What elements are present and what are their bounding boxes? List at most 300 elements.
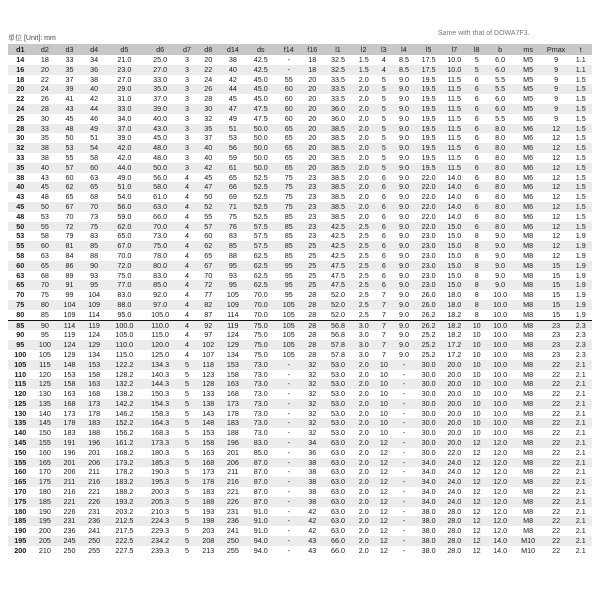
table-cell: 48 (33, 192, 58, 202)
table-cell: 77.0 (106, 280, 142, 290)
table-cell: 12 (375, 536, 393, 546)
table-cell: 6 (375, 231, 393, 241)
table-cell: 84 (57, 251, 82, 261)
table-cell: 4 (178, 310, 196, 320)
table-cell: 89 (57, 271, 82, 281)
table-cell: 1.9 (570, 271, 592, 281)
table-cell: 18.2 (442, 330, 467, 340)
table-cell: 3 (178, 133, 196, 143)
table-cell: 158 (82, 370, 107, 380)
table-cell: 3 (178, 163, 196, 173)
table-cell: 27.0 (106, 75, 142, 85)
table-cell: 4 (178, 241, 196, 251)
table-cell: 9 (543, 94, 570, 104)
table-row (8, 290, 592, 300)
column-header: l8 (467, 44, 487, 55)
table-cell: 12 (375, 467, 393, 477)
table-cell: 2.1 (570, 536, 592, 546)
table-cell: 22.0 (415, 182, 442, 192)
table-cell: 53.0 (323, 379, 352, 389)
table-cell: 20.0 (442, 370, 467, 380)
table-cell: 210.3 (142, 507, 178, 517)
table-cell: 32 (301, 409, 323, 419)
table-cell: 20 (301, 104, 323, 114)
table-cell: 2.3 (570, 350, 592, 360)
table-cell: 211 (82, 467, 107, 477)
table-cell: 38 (221, 55, 246, 65)
table-cell: 11.5 (442, 104, 467, 114)
table-cell: 168.2 (106, 448, 142, 458)
table-cell: 94.0 (245, 536, 276, 546)
table-cell: 114 (57, 320, 82, 330)
table-cell: 57 (57, 163, 82, 173)
table-cell: 1.9 (570, 241, 592, 251)
table-cell: 17.5 (415, 65, 442, 75)
table-cell: 191 (57, 438, 82, 448)
table-cell: 205 (33, 536, 58, 546)
table-cell: 1.9 (570, 290, 592, 300)
table-cell: 18.2 (442, 310, 467, 320)
table-cell: 10 (375, 389, 393, 399)
table-cell: 22.0 (415, 222, 442, 232)
table-cell: 80 (8, 310, 33, 320)
table-cell: 9.0 (393, 300, 415, 310)
table-cell: 70 (8, 290, 33, 300)
table-cell: 57.8 (323, 340, 352, 350)
table-cell: 59 (221, 153, 246, 163)
table-cell: 5 (178, 389, 196, 399)
table-cell: 75.0 (245, 340, 276, 350)
table-cell: 32.5 (323, 65, 352, 75)
table-cell: 6 (375, 222, 393, 232)
table-cell: 52.5 (245, 173, 276, 183)
table-cell: 6 (467, 163, 487, 173)
table-cell: 36.0 (323, 114, 352, 124)
table-cell: 99 (57, 290, 82, 300)
table-cell: 100.0 (106, 320, 142, 330)
table-cell: 234.2 (142, 536, 178, 546)
table-cell: 175 (8, 497, 33, 507)
table-row (8, 94, 592, 104)
table-cell: 9.0 (393, 212, 415, 222)
table-cell: 35 (8, 163, 33, 173)
table-cell: 85.0 (245, 448, 276, 458)
table-cell: 115 (8, 379, 33, 389)
table-cell: 12 (467, 546, 487, 556)
table-cell: 183 (221, 418, 246, 428)
table-cell: 23.0 (415, 231, 442, 241)
table-cell: 2.0 (353, 389, 375, 399)
table-cell: 8.0 (487, 192, 514, 202)
table-cell: - (393, 526, 415, 536)
table-cell: 70 (33, 280, 58, 290)
table-cell: M6 (514, 182, 543, 192)
table-cell: 173 (221, 399, 246, 409)
table-cell: 63.0 (323, 467, 352, 477)
table-cell: 75 (8, 300, 33, 310)
table-cell: 5 (375, 114, 393, 124)
table-cell: 2.5 (353, 271, 375, 281)
table-cell: 8.5 (393, 65, 415, 75)
table-cell: 10 (375, 409, 393, 419)
table-cell: 28 (301, 340, 323, 350)
table-cell: 9.0 (393, 114, 415, 124)
top-note: Same with that of DOWA7F3. (438, 30, 530, 37)
table-cell: 12 (467, 507, 487, 517)
table-cell: 195 (8, 536, 33, 546)
table-cell: 221 (82, 487, 107, 497)
table-row (8, 251, 592, 261)
table-cell: 2.0 (353, 487, 375, 497)
table-cell: 7 (375, 340, 393, 350)
table-row (8, 84, 592, 94)
table-cell: M8 (514, 310, 543, 320)
table-cell: 22 (543, 409, 570, 419)
table-cell: 10 (467, 330, 487, 340)
table-cell: M8 (514, 300, 543, 310)
table-cell: 9.0 (393, 251, 415, 261)
table-cell: - (393, 389, 415, 399)
table-cell: 30.0 (415, 370, 442, 380)
table-cell: 70.0 (142, 222, 178, 232)
table-cell: 102 (196, 340, 221, 350)
table-cell: 8 (467, 280, 487, 290)
table-cell: 91.0 (245, 526, 276, 536)
table-cell: 154.3 (142, 399, 178, 409)
table-cell: 9.0 (393, 271, 415, 281)
table-cell: 60 (33, 241, 58, 251)
table-cell: 134 (82, 350, 107, 360)
table-cell: 11.5 (442, 94, 467, 104)
table-cell: 5 (178, 507, 196, 517)
table-cell: 10.0 (487, 340, 514, 350)
table-cell: 158 (221, 370, 246, 380)
table-cell: 33.0 (142, 75, 178, 85)
table-cell: 38.5 (323, 173, 352, 183)
table-cell: 224.3 (142, 516, 178, 526)
table-cell: 30.0 (415, 418, 442, 428)
table-cell: 222.5 (106, 536, 142, 546)
table-cell: 32 (301, 418, 323, 428)
table-cell: 226 (221, 497, 246, 507)
table-cell: 6 (467, 173, 487, 183)
table-cell: 180 (33, 487, 58, 497)
table-cell: 6.0 (487, 104, 514, 114)
table-cell: - (393, 438, 415, 448)
table-cell: 7 (375, 330, 393, 340)
table-row (8, 212, 592, 222)
table-cell: 12 (467, 516, 487, 526)
table-cell: 19.5 (415, 75, 442, 85)
table-row (8, 320, 592, 330)
table-cell: 51 (221, 124, 246, 134)
table-cell: 22 (196, 65, 221, 75)
table-cell: 65 (276, 133, 301, 143)
table-cell: 11.5 (442, 114, 467, 124)
table-cell: 173 (196, 467, 221, 477)
table-cell: 231 (82, 507, 107, 517)
table-cell: 68 (33, 271, 58, 281)
table-cell: 12.0 (487, 448, 514, 458)
table-cell: 23 (543, 350, 570, 360)
table-cell: 133 (196, 389, 221, 399)
table-cell: 105 (33, 350, 58, 360)
table-cell: 10 (467, 370, 487, 380)
table-cell: 81 (57, 241, 82, 251)
table-cell: 73.0 (245, 409, 276, 419)
table-cell: 38.5 (323, 143, 352, 153)
column-header: d2 (33, 44, 58, 55)
table-cell: 62 (57, 182, 82, 192)
table-cell: 18.0 (442, 300, 467, 310)
table-cell: 50.0 (245, 124, 276, 134)
table-cell: 135 (33, 399, 58, 409)
table-cell: 193 (196, 507, 221, 517)
table-cell: 30.0 (415, 399, 442, 409)
table-cell: 22 (543, 487, 570, 497)
table-cell: 23.0 (415, 241, 442, 251)
table-cell: 43.0 (142, 124, 178, 134)
table-cell: 45.0 (245, 84, 276, 94)
table-cell: 50 (196, 192, 221, 202)
table-cell: 22 (543, 379, 570, 389)
table-cell: 95 (276, 290, 301, 300)
table-cell: 12 (375, 497, 393, 507)
table-cell: 10.0 (442, 55, 467, 65)
table-cell: 30.0 (415, 389, 442, 399)
table-cell: 2.0 (353, 163, 375, 173)
table-cell: 50.0 (245, 163, 276, 173)
table-cell: 105.0 (106, 330, 142, 340)
table-cell: 33.5 (323, 75, 352, 85)
table-cell: 93 (82, 271, 107, 281)
table-cell: 6 (375, 271, 393, 281)
table-cell: 33.5 (323, 84, 352, 94)
table-cell: M8 (514, 467, 543, 477)
table-cell: 10 (467, 360, 487, 370)
table-cell: 201 (82, 448, 107, 458)
table-cell: 72 (196, 280, 221, 290)
table-cell: M8 (514, 370, 543, 380)
table-cell: 85.0 (142, 280, 178, 290)
table-cell: 23.0 (415, 271, 442, 281)
table-cell: 32 (301, 379, 323, 389)
table-cell: 63.0 (323, 516, 352, 526)
table-cell: 18.0 (442, 290, 467, 300)
table-cell: 28 (301, 330, 323, 340)
table-cell: 22 (543, 546, 570, 556)
table-cell: 196 (82, 438, 107, 448)
table-cell: 19.5 (415, 143, 442, 153)
table-cell: M8 (514, 458, 543, 468)
table-cell: 190 (33, 507, 58, 517)
table-cell: 40 (82, 84, 107, 94)
table-row (8, 104, 592, 114)
table-cell: 26.2 (415, 310, 442, 320)
table-cell: 6 (375, 212, 393, 222)
table-cell: 1.9 (570, 251, 592, 261)
table-cell: 2.0 (353, 458, 375, 468)
table-cell: 5 (375, 133, 393, 143)
table-cell: 5 (178, 536, 196, 546)
table-cell: 30 (33, 114, 58, 124)
table-cell: 65 (82, 182, 107, 192)
table-cell: 180 (8, 507, 33, 517)
table-cell: 30.0 (415, 438, 442, 448)
table-cell: 28.0 (442, 516, 467, 526)
table-cell: 38.5 (323, 202, 352, 212)
table-cell: 63 (33, 251, 58, 261)
table-cell: 6 (375, 192, 393, 202)
table-row (8, 487, 592, 497)
table-cell: 188 (82, 428, 107, 438)
table-cell: 75.0 (245, 350, 276, 360)
table-cell: 9.0 (393, 340, 415, 350)
table-cell: 12 (375, 438, 393, 448)
table-cell: 50.0 (142, 163, 178, 173)
table-cell: 1.5 (353, 65, 375, 75)
table-cell: M8 (514, 290, 543, 300)
table-cell: 12 (543, 124, 570, 134)
table-cell: 15.0 (442, 231, 467, 241)
table-cell: 10 (375, 418, 393, 428)
table-cell: 15.0 (442, 251, 467, 261)
table-cell: 3 (178, 153, 196, 163)
table-cell: 23.0 (415, 251, 442, 261)
table-cell: 122.2 (106, 360, 142, 370)
table-cell: 183.2 (106, 477, 142, 487)
table-cell: 38 (301, 458, 323, 468)
table-cell: 12 (375, 507, 393, 517)
table-cell: 20 (301, 153, 323, 163)
table-cell: 178 (196, 477, 221, 487)
table-cell: 185 (8, 516, 33, 526)
table-cell: 38.5 (323, 163, 352, 173)
table-cell: 2.5 (353, 261, 375, 271)
table-cell: 58 (8, 251, 33, 261)
table-cell: 42.5 (245, 65, 276, 75)
table-cell: 5.5 (487, 75, 514, 85)
column-header: t (570, 44, 592, 55)
table-cell: 4 (178, 261, 196, 271)
table-cell: 65 (221, 173, 246, 183)
table-cell: 62.0 (106, 222, 142, 232)
table-cell: 6 (467, 104, 487, 114)
table-cell: 6 (467, 133, 487, 143)
table-cell: 4 (178, 212, 196, 222)
table-cell: 55 (276, 75, 301, 85)
table-cell: 34 (82, 55, 107, 65)
table-cell: 185.3 (142, 458, 178, 468)
table-cell: 52.5 (245, 182, 276, 192)
table-cell: 10.0 (487, 290, 514, 300)
table-cell: 196 (57, 448, 82, 458)
table-cell: M8 (514, 389, 543, 399)
table-cell: - (276, 389, 301, 399)
table-cell: 198 (196, 516, 221, 526)
table-row (8, 261, 592, 271)
table-row (8, 399, 592, 409)
table-cell: 95 (82, 280, 107, 290)
table-cell: 5 (178, 418, 196, 428)
table-cell: 93 (221, 271, 246, 281)
column-header: d4 (82, 44, 107, 55)
table-cell: 90 (33, 320, 58, 330)
table-cell: 4 (178, 192, 196, 202)
table-cell: 5 (375, 163, 393, 173)
table-cell: 2.0 (353, 418, 375, 428)
table-cell: 12 (543, 133, 570, 143)
table-cell: M6 (514, 173, 543, 183)
table-cell: 110.0 (142, 320, 178, 330)
table-cell: 109 (57, 310, 82, 320)
table-cell: 20 (33, 65, 58, 75)
table-cell: 5 (178, 546, 196, 556)
table-cell: 2.0 (353, 84, 375, 94)
table-cell: 2.1 (570, 409, 592, 419)
table-cell: M8 (514, 280, 543, 290)
table-cell: 2.0 (353, 438, 375, 448)
table-cell: 1.9 (570, 310, 592, 320)
table-cell: 3 (178, 75, 196, 85)
table-cell: 44 (82, 104, 107, 114)
table-cell: 4 (178, 320, 196, 330)
table-cell: 10 (375, 428, 393, 438)
table-cell: 3.0 (353, 320, 375, 330)
table-cell: 5 (467, 55, 487, 65)
table-cell: 47.5 (323, 280, 352, 290)
table-cell: 250 (82, 536, 107, 546)
table-cell: 105 (221, 290, 246, 300)
table-cell: 163 (196, 448, 221, 458)
column-header: b (487, 44, 514, 55)
column-header: ms (514, 44, 543, 55)
table-cell: 58 (82, 153, 107, 163)
table-cell: 9.0 (393, 290, 415, 300)
table-cell: 60 (276, 84, 301, 94)
table-cell: 2.0 (353, 94, 375, 104)
table-cell: 2.1 (570, 370, 592, 380)
table-row (8, 173, 592, 183)
table-cell: 5 (375, 124, 393, 134)
table-cell: 73.0 (245, 428, 276, 438)
table-cell: 6 (467, 75, 487, 85)
table-cell: M6 (514, 153, 543, 163)
table-cell: 4 (178, 271, 196, 281)
table-cell: 23 (543, 320, 570, 330)
table-cell: 47 (196, 182, 221, 192)
table-cell: 52.5 (245, 202, 276, 212)
table-cell: 241 (82, 526, 107, 536)
table-cell: 3 (178, 55, 196, 65)
table-cell: 12 (543, 143, 570, 153)
table-cell: 3 (178, 114, 196, 124)
table-cell: 161.2 (106, 438, 142, 448)
table-cell: 124 (57, 340, 82, 350)
table-cell: 5 (467, 65, 487, 75)
table-cell: 10.0 (487, 418, 514, 428)
table-cell: 20 (196, 55, 221, 65)
table-cell: 2.3 (570, 320, 592, 330)
table-cell: 22 (543, 526, 570, 536)
table-cell: 12 (467, 448, 487, 458)
table-cell: 241 (221, 526, 246, 536)
table-cell: 79 (57, 231, 82, 241)
table-cell: 10 (467, 418, 487, 428)
table-cell: 236 (82, 516, 107, 526)
table-row (8, 133, 592, 143)
table-cell: 50 (57, 133, 82, 143)
